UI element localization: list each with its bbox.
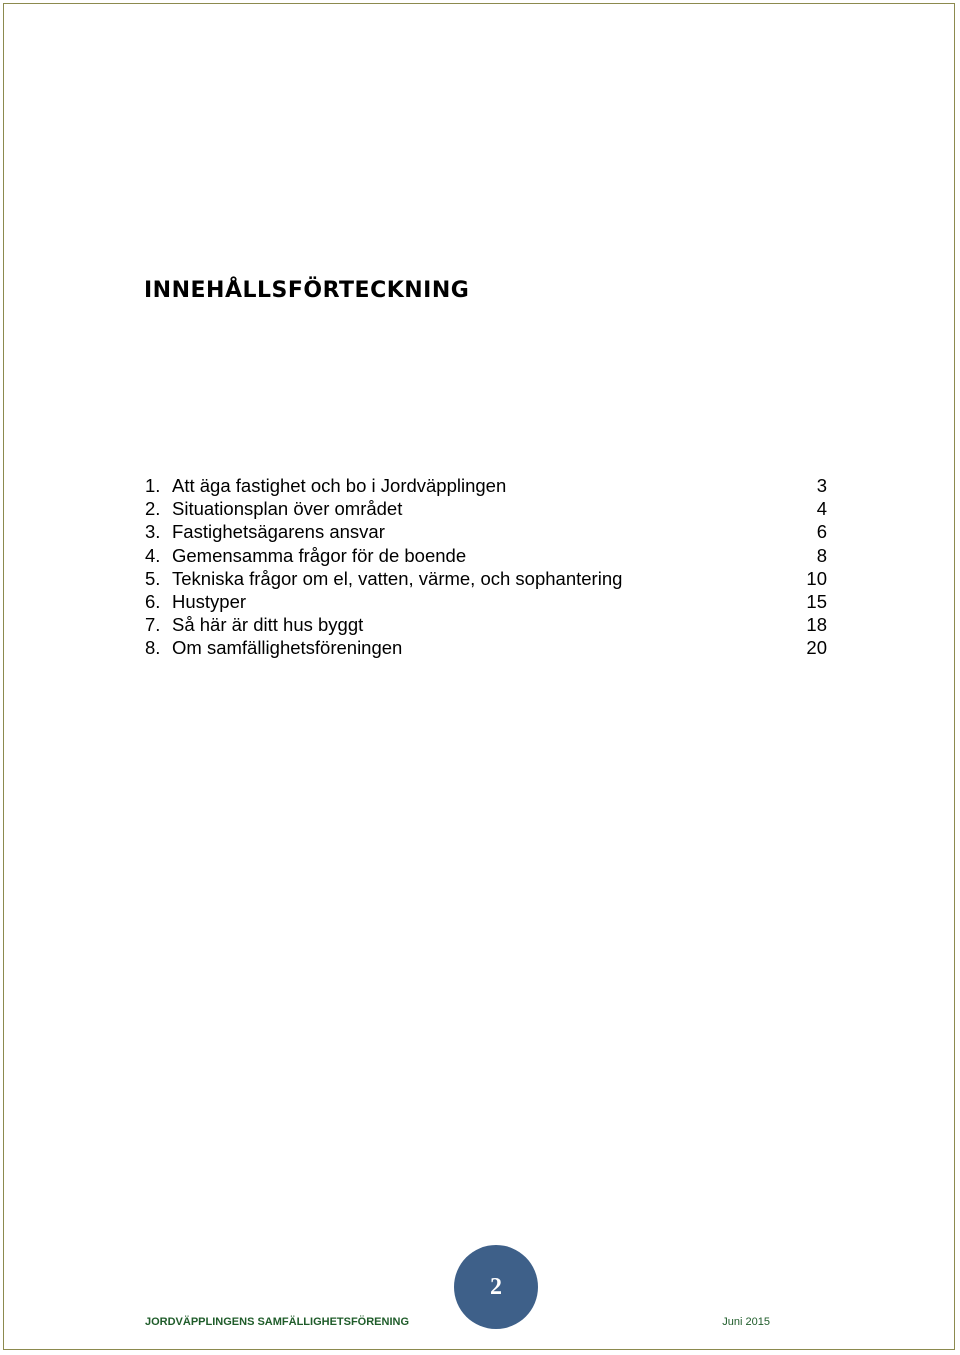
toc-list <box>145 474 827 660</box>
toc-entry[interactable] <box>145 544 827 567</box>
page-border <box>3 3 955 1350</box>
toc-entry-title: Tekniska frågor om el, vatten, värme, och sophantering <box>172 567 623 589</box>
toc-entry-title: Att äga fastighet och bo i Jordväpplingen <box>172 475 507 496</box>
page-number-badge: 2 <box>454 1245 538 1329</box>
toc-entry[interactable] <box>145 520 827 543</box>
toc-entry-number: 6. <box>145 590 161 612</box>
footer-date: Juni 2015 <box>722 1316 770 1328</box>
toc-entry[interactable] <box>145 613 827 636</box>
toc-entry[interactable] <box>145 636 827 659</box>
toc-entry-page: 4 <box>816 498 827 520</box>
toc-entry-title: Hustyper <box>172 590 247 612</box>
toc-entry[interactable] <box>145 590 827 613</box>
toc-entry-page: 3 <box>816 475 827 496</box>
toc-entry-number: 4. <box>145 544 161 566</box>
footer-organization: JORDVÄPPLINGENS SAMFÄLLIGHETSFÖRENING <box>145 1316 410 1328</box>
toc-entry-page: 8 <box>816 544 827 566</box>
page-title: INNEHÅLLSFÖRTECKNING <box>144 278 470 303</box>
toc-entry-page: 6 <box>816 521 827 543</box>
toc-entry-number: 7. <box>145 614 161 636</box>
toc-entry[interactable] <box>145 474 827 497</box>
toc-entry-number: 1. <box>145 475 161 496</box>
toc-entry-title: Situationsplan över området <box>172 498 403 520</box>
toc-entry-number: 5. <box>145 567 161 589</box>
toc-entry-number: 2. <box>145 498 161 520</box>
toc-entry-title: Gemensamma frågor för de boende <box>172 544 467 566</box>
toc-entry-title: Fastighetsägarens ansvar <box>172 521 385 543</box>
toc-entry[interactable] <box>145 497 827 520</box>
toc-entry-page: 10 <box>806 567 827 589</box>
toc-entry[interactable] <box>145 567 827 590</box>
toc-entry-title: Om samfällighetsföreningen <box>172 637 403 659</box>
toc-entry-title: Så här är ditt hus byggt <box>172 614 364 636</box>
toc-entry-page: 18 <box>806 614 827 636</box>
toc-entry-page: 15 <box>806 590 827 612</box>
toc-entry-number: 8. <box>145 637 161 659</box>
toc-entry-number: 3. <box>145 521 161 543</box>
toc-entry-page: 20 <box>806 637 827 659</box>
